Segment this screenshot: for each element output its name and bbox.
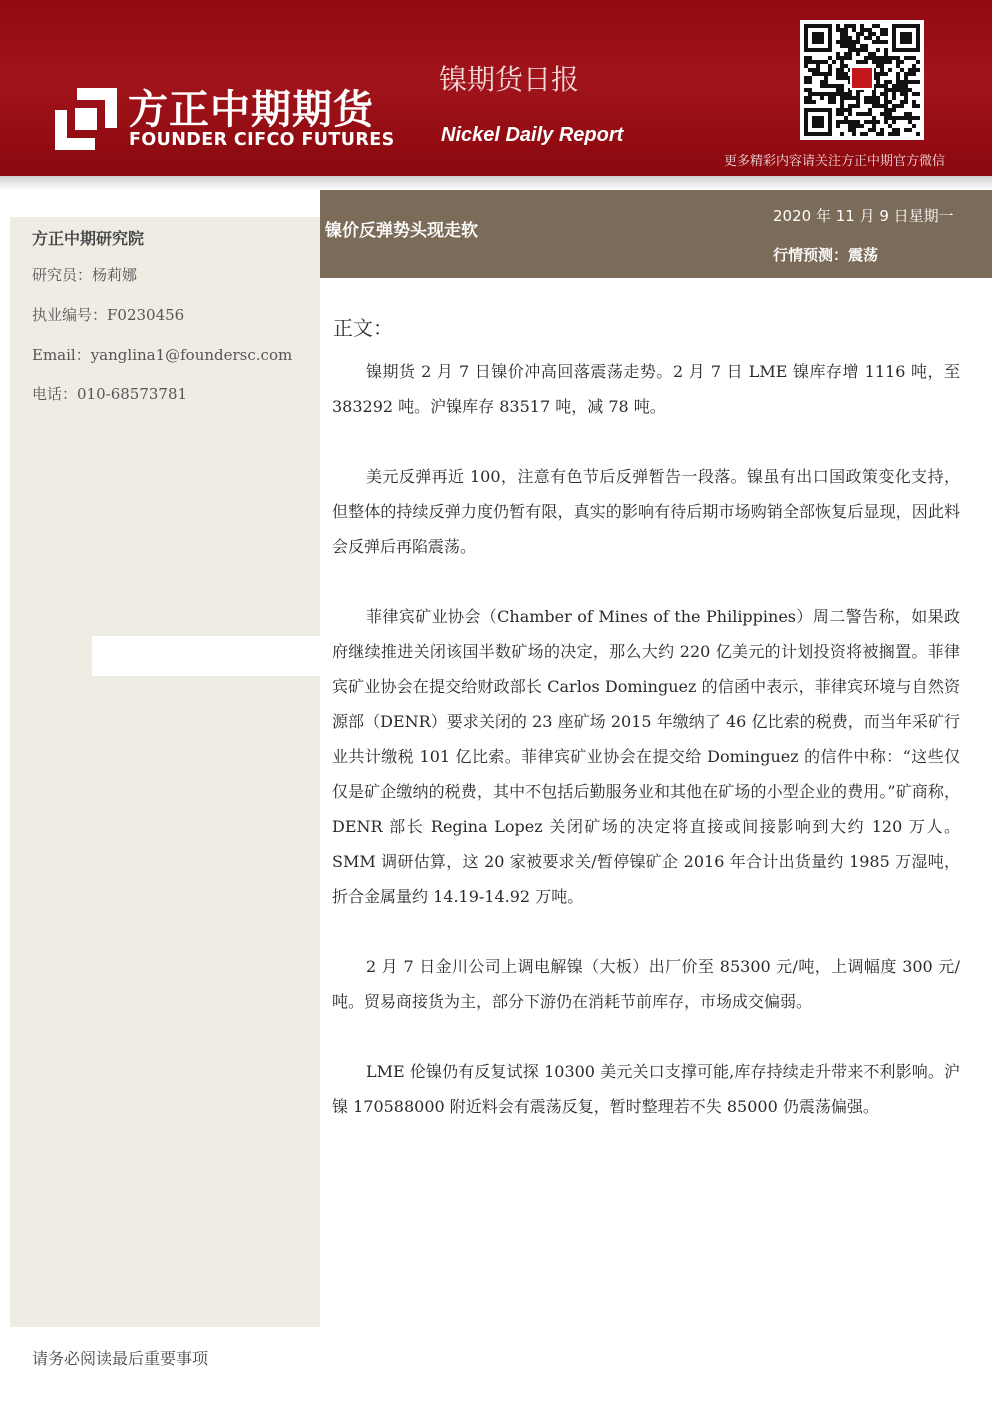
company-name-en: FOUNDER CIFCO FUTURES (129, 130, 395, 150)
market-forecast: 行情预测：震荡 (773, 246, 879, 264)
report-title-cn: 镍期货日报 (439, 63, 580, 96)
research-institute: 方正中期研究院 (32, 229, 145, 248)
wechat-follow-note: 更多精彩内容请关注方正中期官方微信 (724, 154, 946, 169)
body-paragraph: 2 月 7 日金川公司上调电解镍（大板）出厂价至 85300 元/吨，上调幅度 300 元/吨。贸易商接货为主，部分下游仍在消耗节前库存，市场成交偏弱。 (332, 957, 960, 1011)
company-name-cn: 方正中期期货 (128, 87, 374, 133)
body-paragraph: LME 伦镍仍有反复试探 10300 美元关口支撑可能,库存持续走升带来不利影响。沪镍 170588000 附近料会有震荡反复，暂时整理若不失 85000 仍震荡偏强。 (332, 1062, 960, 1116)
body-paragraph: 菲律宾矿业协会（Chamber of Mines of the Philippines）周二警告称，如果政府继续推进关闭该国半数矿场的决定，那么大约 220 亿美元的计划投资将被搁置。菲律宾矿业协会在提交给财政部长 Carlos Dominguez 的信函中表示，菲律宾环境与自然资源部（DENR）要求关闭的 23 座矿场 2015 年缴纳了 46 亿比索的税费，而当年采矿行业共计缴税 101 亿比索。菲律宾矿业协会在提交给 Dominguez 的信件中称：“这些仅仅是矿企缴纳的税费，其中不包括后勤服务业和其他在矿场的小型企业的费用。”矿商称，DENR 部长 Regina Lopez 关闭矿场的决定将直接或间接影响到大约 120 万人。SMM 调研估算，这 20 家被要求关/暂停镍矿企 2016 年合计出货量约 1985 万湿吨，折合金属量约 14.19-14.92 万吨。 (332, 607, 960, 906)
license-number: 执业编号：F0230456 (32, 306, 185, 324)
report-title-en: Nickel Daily Report (441, 124, 624, 146)
analyst-name: 研究员：杨莉娜 (32, 266, 138, 284)
company-logo-icon (55, 88, 117, 150)
disclaimer-note: 请务必阅读最后重要事项 (32, 1349, 209, 1368)
analyst-email[interactable]: Email：yanglina1@foundersc.com (32, 346, 293, 364)
body-heading: 正文： (333, 316, 393, 340)
body-paragraph: 美元反弹再近 100，注意有色节后反弹暂告一段落。镍虽有出口国政策变化支持，但整体的持续反弹力度仍暂有限，真实的影响有待后期市场购销全部恢复后显现，因此料会反弹后再陷震荡。 (332, 467, 960, 556)
sidebar-notch (92, 636, 320, 676)
wechat-qr-code-icon (800, 20, 924, 140)
header-shadow (0, 176, 992, 190)
report-date: 2020 年 11 月 9 日星期一 (773, 207, 954, 225)
body-paragraph: 镍期货 2 月 7 日镍价冲高回落震荡走势。2 月 7 日 LME 镍库存增 1116 吨，至 383292 吨。沪镍库存 83517 吨，减 78 吨。 (332, 362, 960, 416)
analyst-phone: 电话：010-68573781 (32, 385, 188, 403)
report-headline: 镍价反弹势头现走软 (325, 221, 478, 241)
